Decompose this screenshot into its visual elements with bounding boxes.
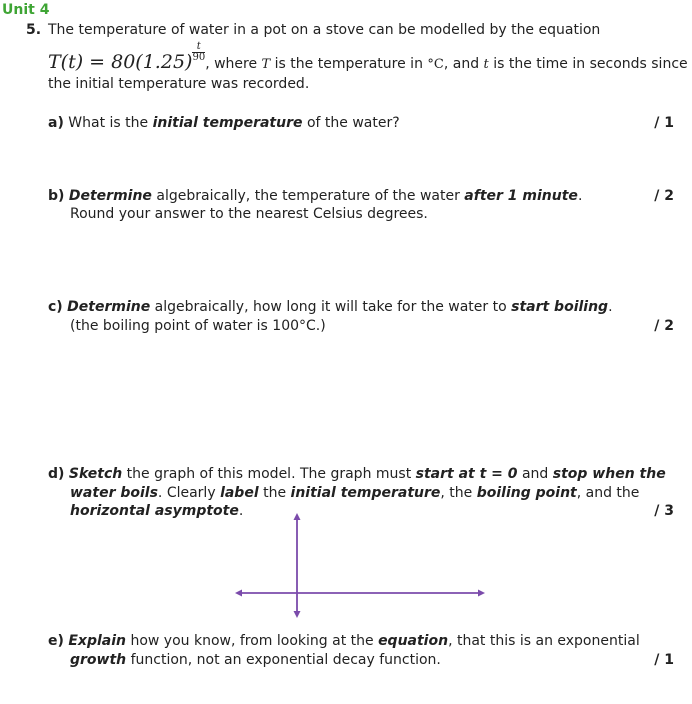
part-c-line2: (the boiling point of water is 100°C.) [70, 318, 326, 334]
part-b-marks: / 2 [654, 188, 674, 204]
part-b-line2: Round your answer to the nearest Celsius degrees. [70, 206, 428, 222]
sketch-axes [230, 508, 490, 624]
equation-line: T(t) = 80(1.25) $\frac{t}{90}$ , where T is the temperature in °C, and t is the time in seconds since [48, 41, 688, 73]
part-e-marks: / 1 [654, 652, 674, 668]
question-intro: The temperature of water in a pot on a stove can be modelled by the equation [48, 22, 601, 38]
y-axis [294, 513, 301, 618]
y-axis-up-arrow-icon [294, 513, 301, 520]
part-e-text: e) Explain how you know, from looking at the equation, that this is an exponential [48, 633, 640, 649]
equation: T(t) = 80(1.25) $\frac{t}{90}$ [48, 41, 206, 73]
part-a-marks: / 1 [654, 115, 674, 131]
part-d-line2: water boils. Clearly label the initial temperature, the boiling point, and the [70, 485, 640, 501]
exponent-fraction: $\frac{t}{90}$ [192, 41, 206, 63]
question-number: 5. [26, 22, 42, 38]
part-c-text: c) Determine algebraically, how long it will take for the water to start boiling. [48, 299, 613, 315]
part-c-marks: / 2 [654, 318, 674, 334]
x-axis-left-arrow-icon [235, 590, 242, 597]
part-d-line3: horizontal asymptote. [70, 503, 244, 519]
x-axis-right-arrow-icon [478, 590, 485, 597]
y-axis-down-arrow-icon [294, 611, 301, 618]
part-a-text: a) What is the initial temperature of the water? [48, 115, 400, 131]
part-d-marks: / 3 [654, 503, 674, 519]
part-d-text: d) Sketch the graph of this model. The graph must start at t = 0 and stop when the [48, 466, 666, 482]
x-axis [235, 590, 485, 597]
question-intro-end: the initial temperature was recorded. [48, 76, 310, 92]
unit-heading: Unit 4 [2, 2, 50, 18]
part-e-line2: growth function, not an exponential decay function. [70, 652, 441, 668]
part-b-text: b) Determine algebraically, the temperature of the water after 1 minute. [48, 188, 583, 204]
